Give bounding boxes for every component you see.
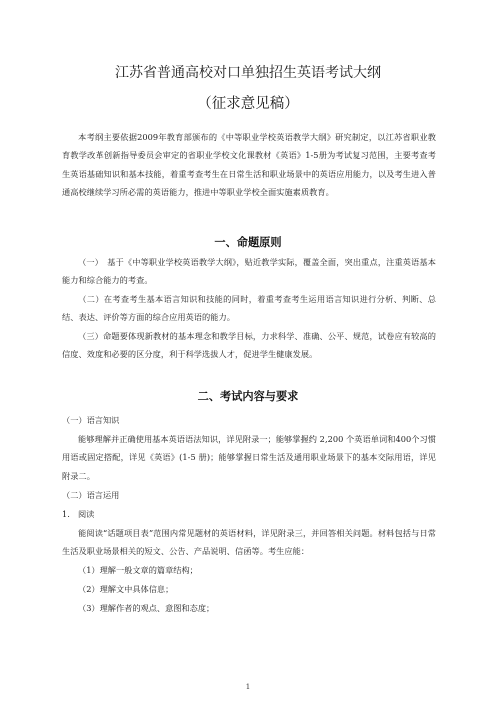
intro-paragraph — [62, 128, 436, 202]
item-reading: 1. 阅读 — [62, 509, 95, 519]
requirement-3: （3）理解作者的观点、意图和态度； — [78, 603, 215, 613]
language-knowledge-text: 能够理解并正确使用基本英语语法知识，详见附录一；能够掌握约 2,200 个英语单词和400个习惯用语或固定搭配，详见《英语》(1-5 册)；能够掌握日常生活及通用职业场景下的基本交际用语，详见附录二。 — [62, 434, 436, 481]
requirement-1: （1）理解一般文章的篇章结构； — [78, 565, 198, 575]
reading-paragraph — [62, 524, 436, 561]
principle-2-text: （二）在考查考生基本语言知识和技能的同时，着重考查考生运用语言知识进行分析、判断、总结、表达、评价等方面的综合应用英语的能力。 — [62, 294, 436, 323]
intro-text: 本考纲主要依据2009年教育部颁布的《中等职业学校英语教学大纲》研究制定，以江苏省职业教育教学改革创新指导委员会审定的省职业学校文化课教材《英语》1-5册为考试复习范围，主要考查考生英语基础知识和基本技能，着重考查考生在日常生活和职业场景中的英语应用能力，以及考生进入普通高校继续学习所必需的英语能力，推进中等职业学校全面实施素质教育。 — [62, 132, 436, 198]
principle-3 — [62, 327, 436, 364]
principle-1-text: （一） 基于《中等职业学校英语教学大纲》，贴近教学实际，覆盖全面，突出重点，注重英语基本能力和综合能力的考查。 — [62, 257, 436, 286]
section1-heading: 一、命题原则 — [214, 236, 282, 249]
subsection-language-use: （二）语言运用 — [62, 490, 120, 500]
page-number: 1 — [245, 683, 251, 691]
principle-1 — [62, 253, 436, 290]
reading-text: 能阅读“话题项目表”范围内常见题材的英语材料，详见附录三，并回答相关问题。材料包括与日常生活及职业场景相关的短文、公告、产品说明、信函等。考生应能： — [62, 528, 436, 557]
section2-heading: 二、考试内容与要求 — [197, 390, 299, 403]
requirement-2: （2）理解文中具体信息； — [78, 584, 174, 594]
document-subtitle: （征求意见稿） — [197, 96, 299, 112]
subsection-language-knowledge: （一）语言知识 — [62, 415, 120, 425]
language-knowledge-paragraph — [62, 430, 436, 485]
document-title: 江苏省普通高校对口单独招生英语考试大纲 — [115, 65, 381, 81]
principle-3-text: （三）命题要体现新教材的基本理念和教学目标，力求科学、准确、公平、规范，试卷应有较高的信度、效度和必要的区分度，利于科学选拔人才，促进学生健康发展。 — [62, 331, 436, 360]
principle-2 — [62, 290, 436, 327]
